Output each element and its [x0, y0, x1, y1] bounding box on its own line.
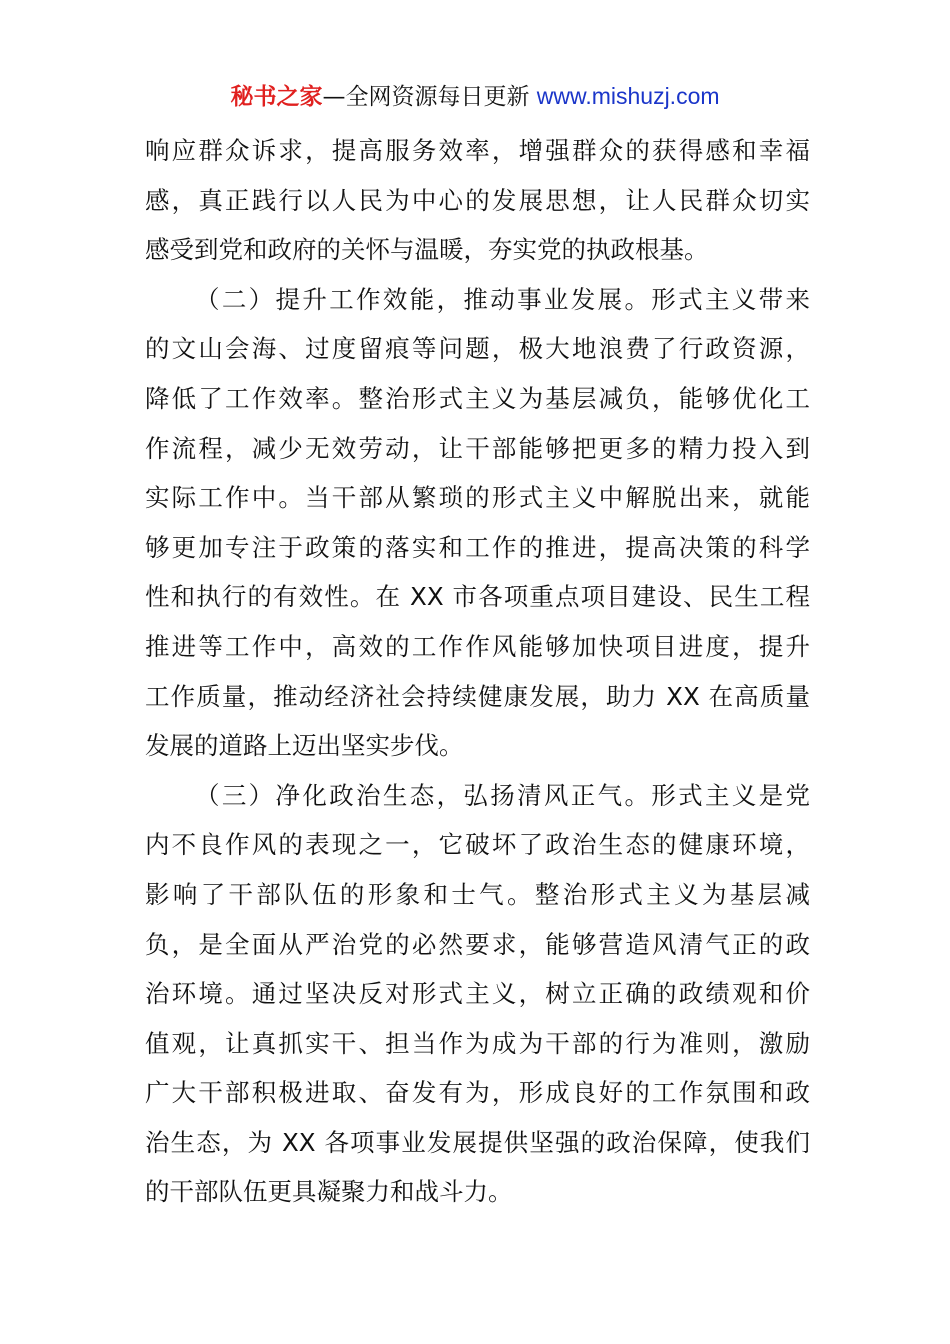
text-line: 负，是全面从严治党的必然要求，能够营造风清气正的政: [145, 929, 810, 959]
text-line: 内不良作风的表现之一，它破坏了政治生态的健康环境，: [145, 830, 810, 860]
text-line: 感受到党和政府的关怀与温暖，夯实党的执政根基。: [145, 235, 709, 265]
text-line: 感，真正践行以人民为中心的发展思想，让人民群众切实: [145, 185, 810, 215]
text-line: 治生态，为 XX 各项事业发展提供坚强的政治保障，使我们: [145, 1127, 810, 1157]
text-line: 值观，让真抓实干、担当作为成为干部的行为准则，激励: [145, 1028, 810, 1058]
text-line: 作流程，减少无效劳动，让干部能够把更多的精力投入到: [145, 433, 810, 463]
header-tagline: —全网资源每日更新: [322, 84, 530, 110]
text-line: 工作质量，推动经济社会持续健康发展，助力 XX 在高质量: [145, 681, 810, 711]
page-header: [0, 80, 950, 113]
text-line: 性和执行的有效性。在 XX 市各项重点项目建设、民生工程: [145, 582, 810, 612]
document-body: [145, 126, 810, 1217]
text-line: 的文山会海、过度留痕等问题，极大地浪费了行政资源，: [145, 334, 810, 364]
text-line: 够更加专注于政策的落实和工作的推进，提高决策的科学: [145, 532, 810, 562]
section-heading-line: （二）提升工作效能，推动事业发展。形式主义带来: [195, 284, 810, 314]
text-line: 发展的道路上迈出坚实步伐。: [145, 731, 464, 761]
text-line: 治环境。通过坚决反对形式主义，树立正确的政绩观和价: [145, 979, 810, 1009]
text-line: 降低了工作效率。整治形式主义为基层减负，能够优化工: [145, 383, 810, 413]
brand-name: 秘书之家: [230, 84, 323, 110]
section-heading-line: （三）净化政治生态，弘扬清风正气。形式主义是党: [195, 780, 810, 810]
site-url: www.mishuzj.com: [536, 83, 720, 109]
text-line: 响应群众诉求，提高服务效率，增强群众的获得感和幸福: [145, 136, 810, 165]
text-line: 广大干部积极进取、奋发有为，形成良好的工作氛围和政: [145, 1078, 810, 1108]
text-line: 实际工作中。当干部从繁琐的形式主义中解脱出来，就能: [145, 483, 810, 513]
text-line: 推进等工作中，高效的工作作风能够加快项目进度，提升: [145, 631, 810, 661]
text-line: 影响了干部队伍的形象和士气。整治形式主义为基层减: [145, 879, 810, 909]
text-line: 的干部队伍更具凝聚力和战斗力。: [145, 1177, 513, 1207]
